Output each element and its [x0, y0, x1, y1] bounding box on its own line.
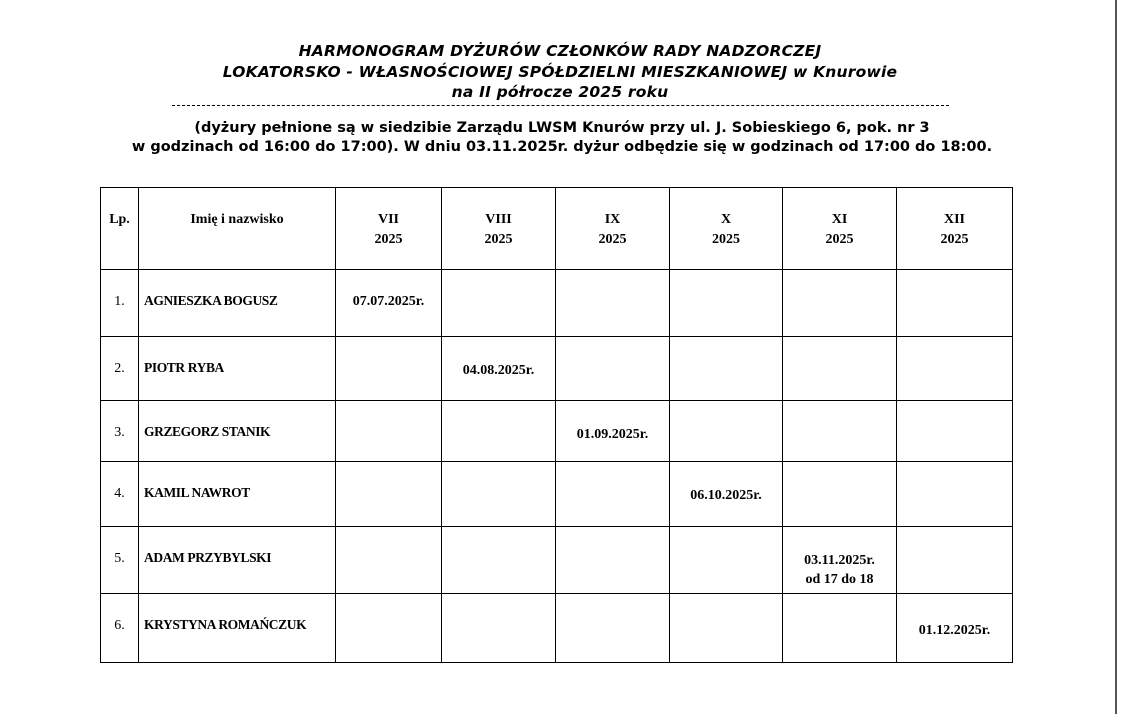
member-name: KAMIL NAWROT [139, 462, 336, 527]
year-label: 2025 [940, 232, 969, 247]
empty-cell [897, 270, 1013, 337]
page-edge [1115, 0, 1117, 714]
empty-cell [556, 270, 670, 337]
empty-cell [442, 462, 556, 527]
header-name: Imię i nazwisko [139, 188, 336, 270]
empty-cell [783, 270, 897, 337]
duty-date: 01.09.2025r. [556, 401, 670, 462]
month-label: VII [377, 212, 399, 227]
duty-date: 07.07.2025r. [336, 270, 442, 337]
header-month-xi [783, 188, 897, 270]
month-label: IX [604, 212, 621, 227]
header-month-ix [556, 188, 670, 270]
year-label: 2025 [598, 232, 627, 247]
month-label: XI [831, 212, 848, 227]
row-number: 5. [101, 527, 139, 594]
empty-cell [783, 594, 897, 663]
empty-cell [783, 401, 897, 462]
header-month-xii [897, 188, 1013, 270]
header-lp: Lp. [101, 188, 139, 270]
empty-cell [897, 337, 1013, 401]
empty-cell [897, 462, 1013, 527]
empty-cell [442, 270, 556, 337]
document-title-line1: HARMONOGRAM DYŻURÓW CZŁONKÓW RADY NADZORCZEJ [298, 42, 822, 60]
empty-cell [670, 594, 783, 663]
header-month-viii [442, 188, 556, 270]
member-name: PIOTR RYBA [139, 337, 336, 401]
empty-cell [336, 594, 442, 663]
empty-cell [556, 337, 670, 401]
empty-cell [556, 527, 670, 594]
empty-cell [670, 527, 783, 594]
row-number: 1. [101, 270, 139, 337]
duty-date: 01.12.2025r. [897, 594, 1013, 663]
empty-cell [783, 337, 897, 401]
row-number: 2. [101, 337, 139, 401]
empty-cell [336, 527, 442, 594]
empty-cell [897, 401, 1013, 462]
note-line2: w godzinach od 16:00 do 17:00). W dniu 03.11.2025r. dyżur odbędzie się w godzinach od 17:00 do 18:00. [131, 139, 993, 155]
member-name: ADAM PRZYBYLSKI [139, 527, 336, 594]
row-number: 6. [101, 594, 139, 663]
table-row [101, 527, 1013, 594]
empty-cell [442, 527, 556, 594]
empty-cell [783, 462, 897, 527]
empty-cell [670, 270, 783, 337]
note-line1: (dyżury pełnione są w siedzibie Zarządu LWSM Knurów przy ul. J. Sobieskiego 6, pok. nr 3 [194, 120, 930, 136]
duty-date: 04.08.2025r. [442, 337, 556, 401]
table-row [101, 270, 1013, 337]
month-label: X [720, 212, 732, 227]
duty-date: 06.10.2025r. [670, 462, 783, 527]
empty-cell [336, 401, 442, 462]
duty-date-cell [783, 527, 897, 594]
document-title-line2: LOKATORSKO - WŁASNOŚCIOWEJ SPÓŁDZIELNI MIESZKANIOWEJ w Knurowie [222, 63, 898, 81]
empty-cell [336, 337, 442, 401]
row-number: 3. [101, 401, 139, 462]
duty-date: 03.11.2025r. [804, 553, 875, 568]
empty-cell [670, 401, 783, 462]
document-title-line3: na II półrocze 2025 roku [451, 83, 669, 101]
empty-cell [670, 337, 783, 401]
member-name: AGNIESZKA BOGUSZ [139, 270, 336, 337]
member-name: KRYSTYNA ROMAŃCZUK [139, 594, 336, 663]
table-row [101, 401, 1013, 462]
header-month-vii [336, 188, 442, 270]
table-row [101, 337, 1013, 401]
year-label: 2025 [712, 232, 740, 247]
empty-cell [556, 462, 670, 527]
duty-hours: od 17 do 18 [805, 572, 874, 587]
member-name: GRZEGORZ STANIK [139, 401, 336, 462]
empty-cell [336, 462, 442, 527]
month-label: XII [943, 212, 965, 227]
empty-cell [442, 401, 556, 462]
header-month-x [670, 188, 783, 270]
year-label: 2025 [825, 232, 854, 247]
table-row [101, 594, 1013, 663]
row-number: 4. [101, 462, 139, 527]
duty-schedule-table [100, 187, 1013, 663]
empty-cell [442, 594, 556, 663]
table-row [101, 462, 1013, 527]
empty-cell [556, 594, 670, 663]
title-divider [172, 105, 949, 106]
table-header-row [101, 188, 1013, 270]
empty-cell [897, 527, 1013, 594]
year-label: 2025 [374, 232, 403, 247]
year-label: 2025 [484, 232, 513, 247]
month-label: VIII [485, 212, 512, 227]
